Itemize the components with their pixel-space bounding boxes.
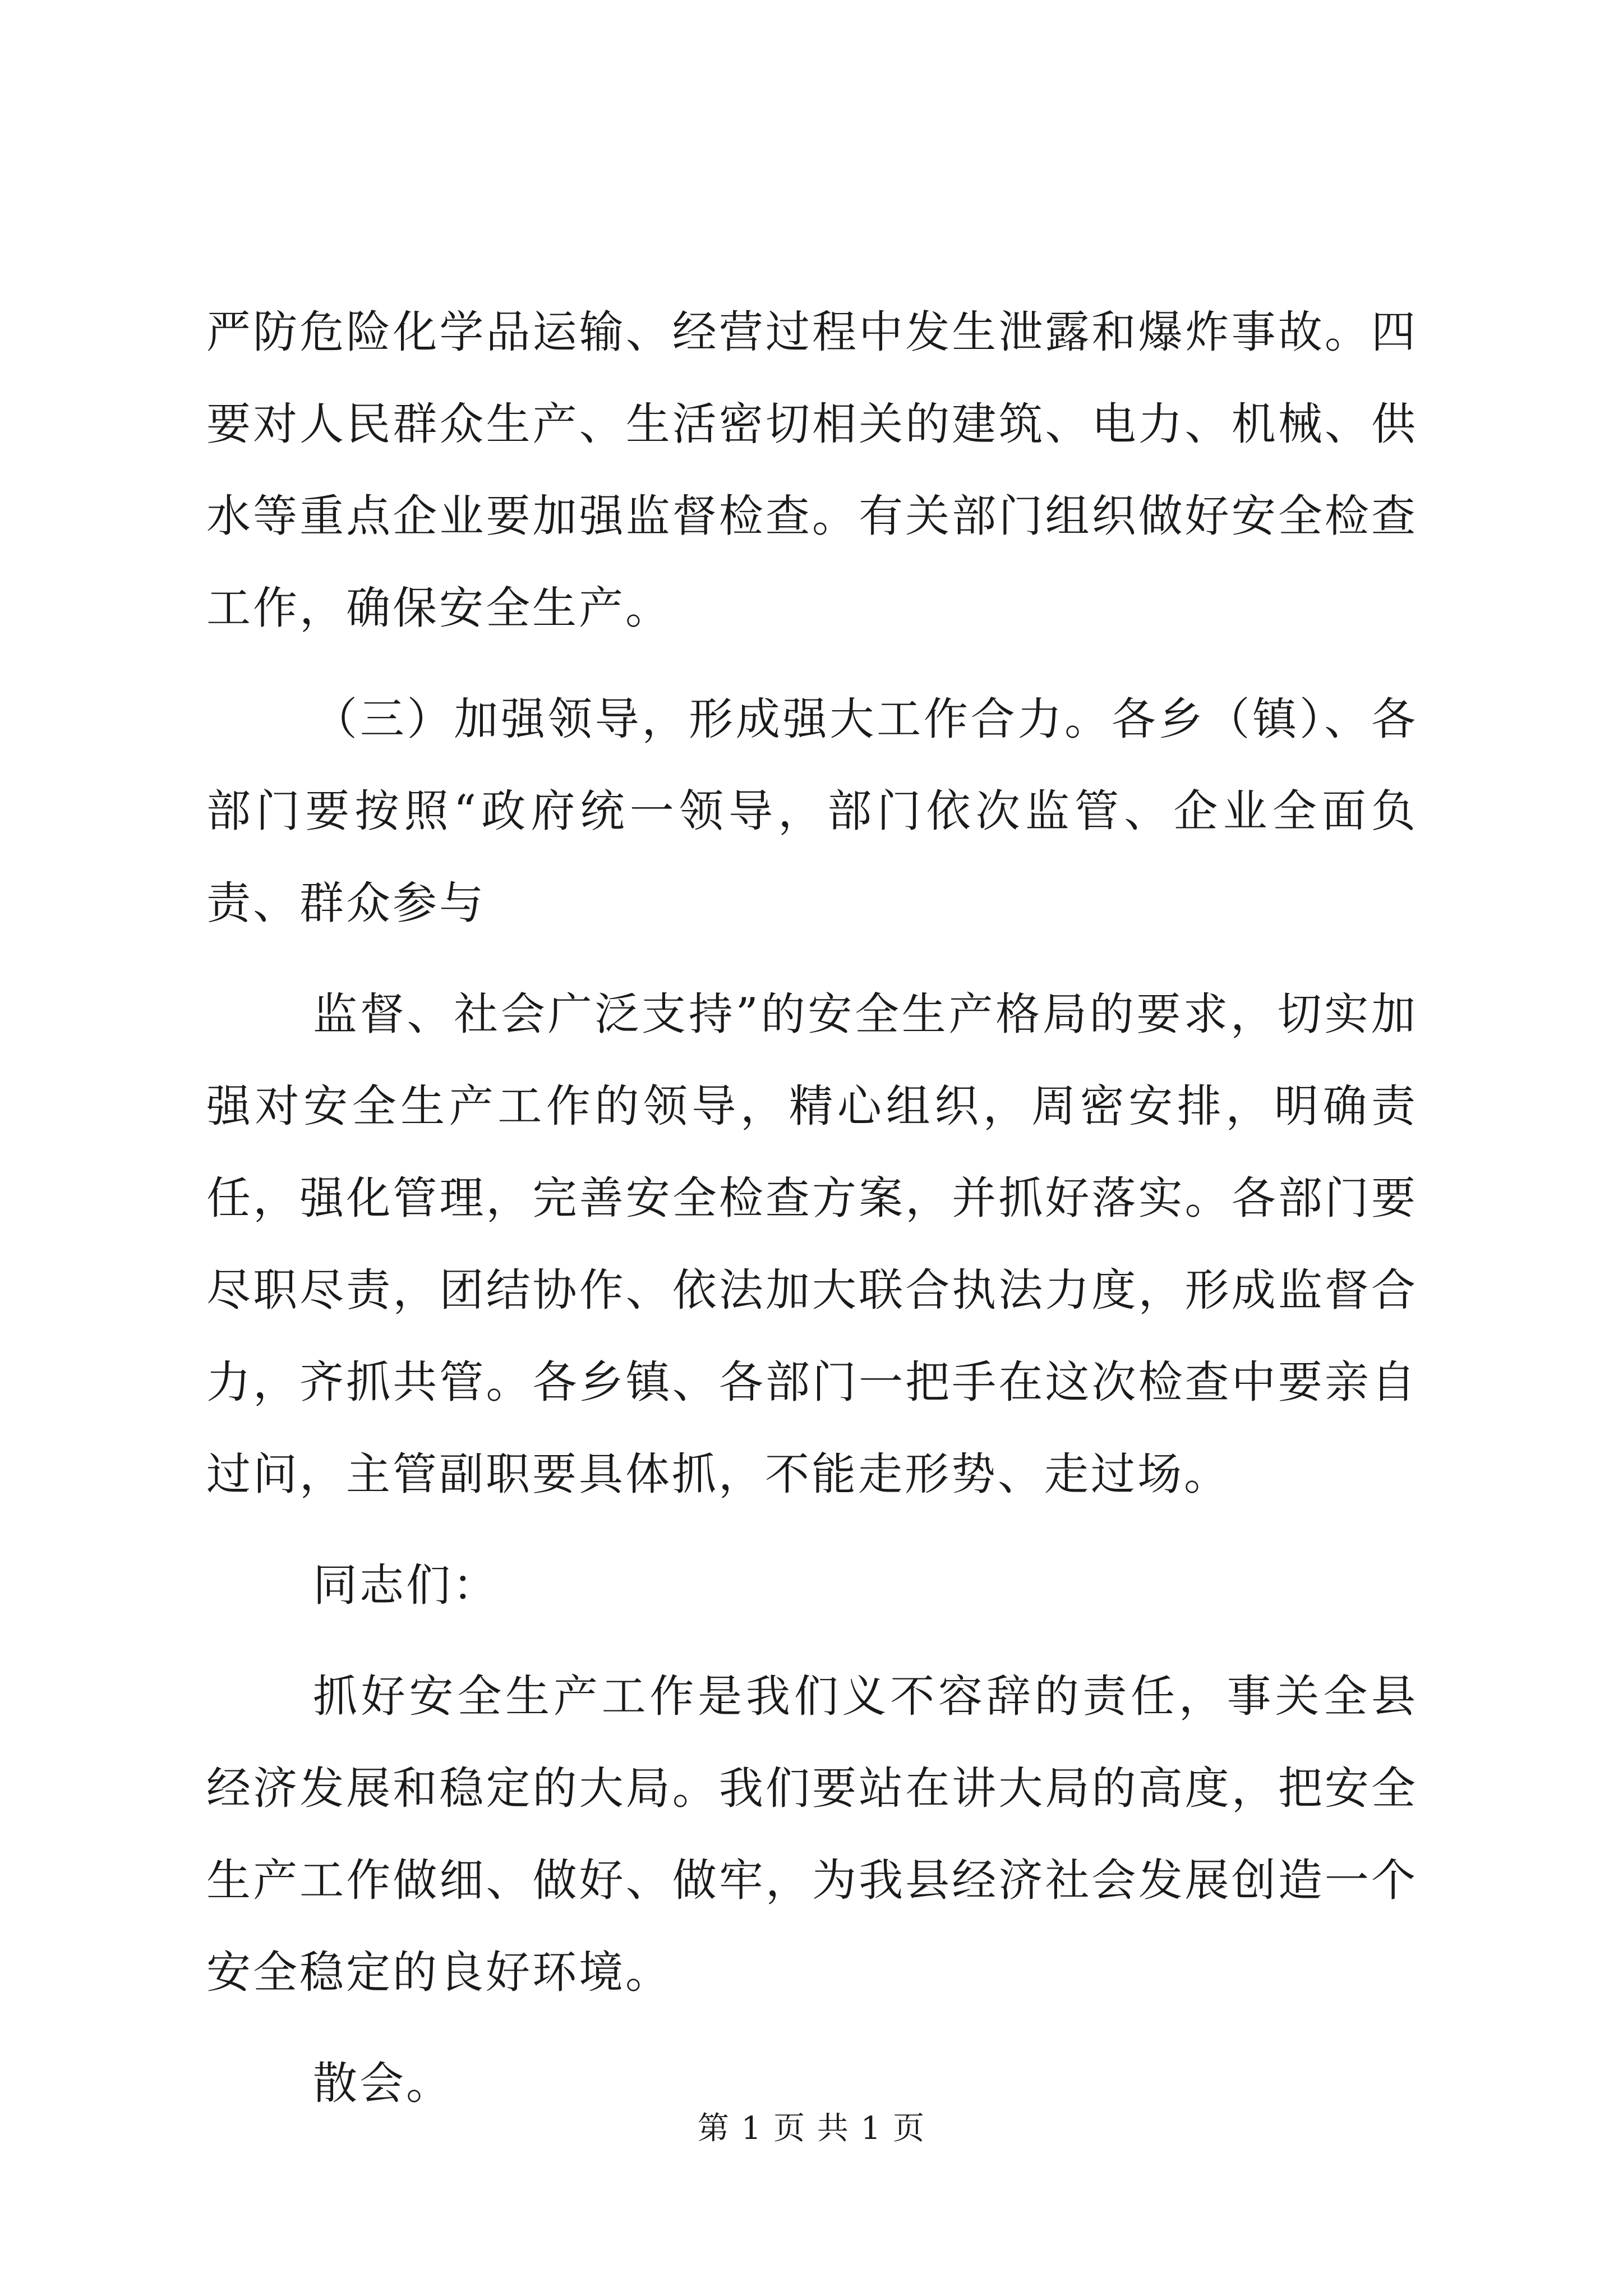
paragraph-continued: 严防危险化学品运输、经营过程中发生泄露和爆炸事故。四要对人民群众生产、生活密切相关的建筑、电力、机械、供水等重点企业要加强监督检查。有关部门组织做好安全检查工作，确保安全生产。 <box>206 306 1418 634</box>
page-number-footer: 第 1 页 共 1 页 <box>697 2110 926 2147</box>
paragraph-section-three: （三）加强领导，形成强大工作合力。各乡（镇）、各部门要按照“政府统一领导，部门依次监管、企业全面负责、群众参与 <box>206 693 1418 929</box>
paragraph-adjourn: 散会。 <box>313 2058 453 2109</box>
paragraph-salutation: 同志们： <box>313 1559 499 1611</box>
document-body <box>206 286 1418 2148</box>
paragraph-closing-remarks: 抓好安全生产工作是我们义不容辞的责任，事关全县经济发展和稳定的大局。我们要站在讲大局的高度，把安全生产工作做细、做好、做牢，为我县经济社会发展创造一个安全稳定的良好环境。 <box>206 1671 1418 1998</box>
paragraph-supervision: 监督、社会广泛支持”的安全生产格局的要求，切实加强对安全生产工作的领导，精心组织，周密安排，明确责任，强化管理，完善安全检查方案，并抓好落实。各部门要尽职尽责，团结协作、依法加大联合执法力度，形成监督合力，齐抓共管。各乡镇、各部门一把手在这次检查中要亲自过问，主管副职要具体抓，不能走形势、走过场。 <box>206 988 1418 1500</box>
